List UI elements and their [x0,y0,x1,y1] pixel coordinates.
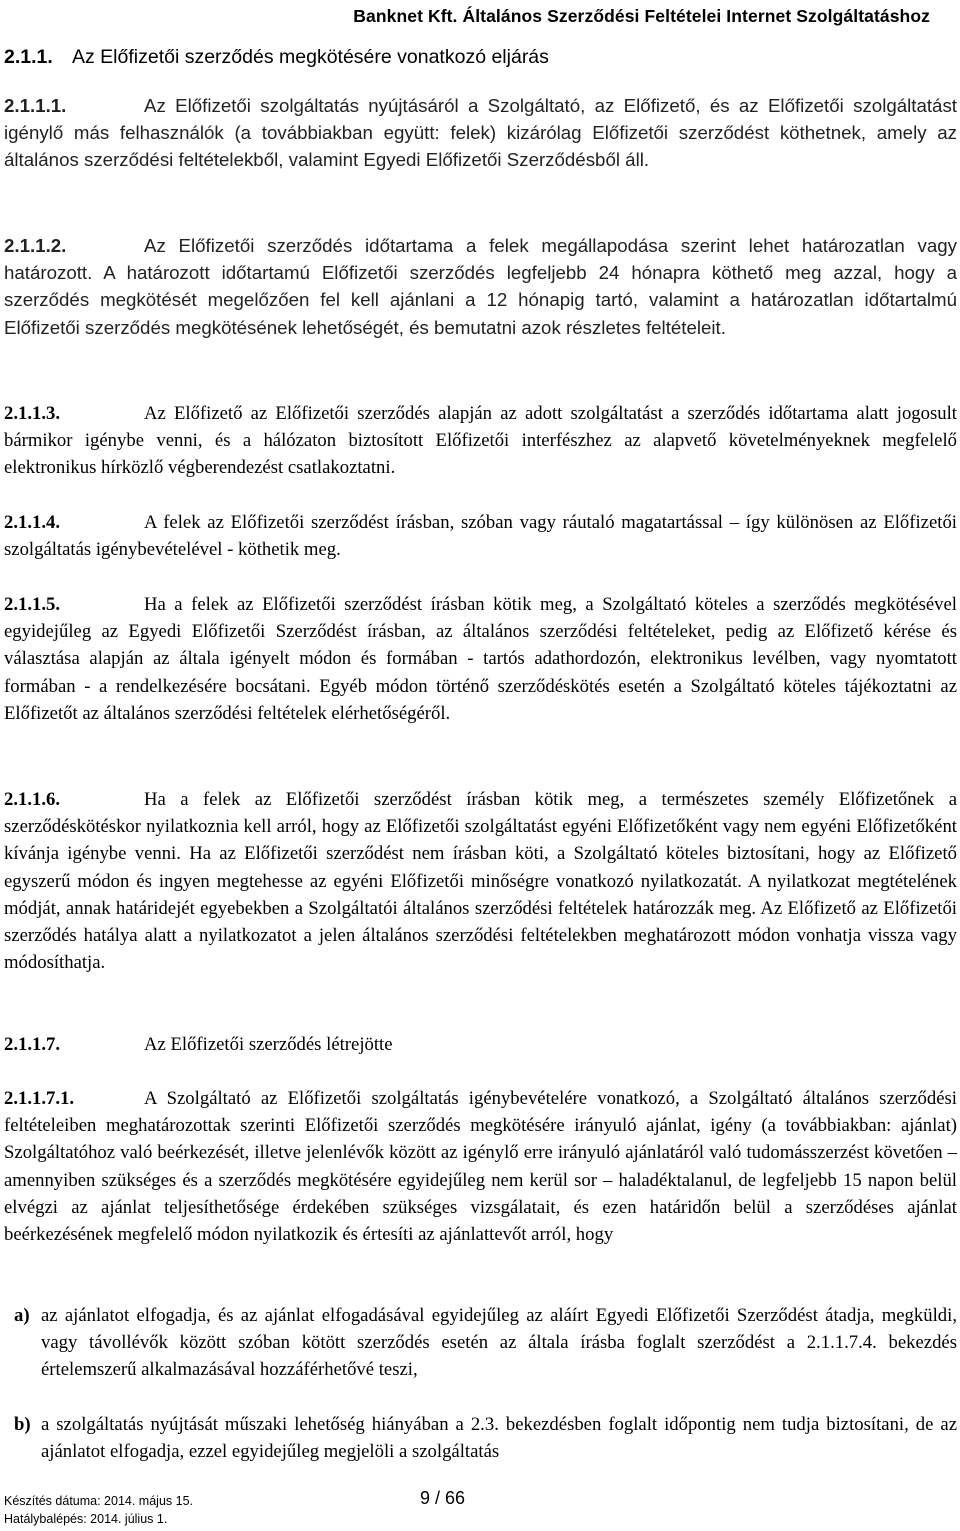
paragraph-text: Az Előfizetői szerződés időtartama a felek megállapodása szerint lehet határozatlan vagy határozott. A határozott időtartamú Előfizetői szerződés legfeljebb 24 hónapra köthető meg azzal, hogy a szerződés megkötését megelőzően fel kell ajánlani a 12 hónapig tartó, valamint a határozatlan időtartalmú Előfizetői szerződés megkötésének lehetőségét, és bemutatni azok részletes feltételeit. [4,235,957,338]
list-item-text: a szolgáltatás nyújtását műszaki lehetőség hiányában a 2.3. bekezdésben foglalt időpontig nem tudja biztosítani, de az ajánlatot elfogadja, ezzel egyidejűleg megjelöli a szolgáltatás [41,1414,957,1463]
paragraph-2-1-1-7 [4,1031,957,1058]
paragraph-2-1-1-7-1 [4,1085,957,1248]
paragraph-2-1-1-4 [4,509,957,563]
paragraph-2-1-1-3 [4,400,957,482]
paragraph-2-1-1-1 [4,92,957,174]
paragraph-number: 2.1.1.7. [4,1034,61,1055]
paragraph-2-1-1-2 [4,232,957,341]
paragraph-number: 2.1.1.7.1. [4,1088,75,1109]
section-title: Az Előfizetői szerződés megkötésére vonatkozó eljárás [72,46,549,68]
paragraph-2-1-1-5 [4,591,957,727]
paragraph-number: 2.1.1.6. [4,789,61,810]
footer-created-date: Készítés dátuma: 2014. május 15. [4,1494,193,1508]
paragraph-2-1-1-6 [4,786,957,976]
list-item-label: a) [14,1305,30,1326]
paragraph-text: A Szolgáltató az Előfizetői szolgáltatás igénybevételére vonatkozó, a Szolgáltató általános szerződési feltételeiben meghatározottak szerinti Előfizetői szerződés megkötésére irányuló ajánlat, igény (a továbbiakban: ajánlat) Szolgáltatóhoz való beérkezését, illetve jelenlévők között az igénylő erre irányuló ajánlatáról való tudomásszerzést követően – amennyiben szükséges és a szerződés megkötésére egyidejűleg nem kerül sor – haladéktalanul, de legfeljebb 15 napon belül elvégzi az ajánlat teljesíthetősége érdekében szükséges vizsgálatait, és ezen határidőn belül a szerződéses ajánlat beérkezésének megfelelő módon nyilatkozik és értesíti az ajánlattevőt arról, hogy [4,1088,957,1246]
paragraph-number: 2.1.1.2. [4,235,67,256]
list-item-label: b) [14,1414,31,1435]
paragraph-number: 2.1.1.5. [4,594,61,615]
paragraph-text: Ha a felek az Előfizetői szerződést írásban kötik meg, a természetes személy Előfizetőnek a szerződéskötéskor nyilatkoznia kell arról, hogy az Előfizetői szolgáltatást egyéni Előfizetőként vagy nem egyéni Előfizetőként kívánja igénybe venni. Ha az Előfizetői szerződést nem írásban köti, a Szolgáltató köteles biztosítani, hogy az Előfizető egyszerű módon és ingyen megtehesse az egyéni Előfizetői minőségre vonatkozó nyilatkozatát. A nyilatkozat megtételének módját, annak határidejét egyebekben a Szolgáltatói általános szerződési feltételek határozzák meg. Az Előfizető az Előfizetői szerződés hatálya alatt a nyilatkozatot a jelen általános szerződési feltételekben meghatározott módon vonhatja vissza vagy módosíthatja. [4,789,957,974]
paragraph-text: Ha a felek az Előfizetői szerződést írásban kötik meg, a Szolgáltató köteles a szerződés megkötésével egyidejűleg az Egyedi Előfizetői Szerződést írásban, az általános szerződési feltételeket, pedig az Előfizető kérése és választása alapján az általa igényelt módon és formában - tartós adathordozón, elektronikus levélben, vagy nyomtatott formában - a rendelkezésére bocsátani. Egyéb módon történő szerződéskötés esetén a Szolgáltató köteles tájékoztatni az Előfizetőt az általános szerződési feltételek elérhetőségéről. [4,594,957,724]
page-header-title: Banknet Kft. Általános Szerződési Feltételei Internet Szolgáltatáshoz [353,6,930,26]
paragraph-number: 2.1.1.1. [4,95,67,116]
section-number: 2.1.1. [4,46,53,68]
list-item-text: az ajánlatot elfogadja, és az ajánlat elfogadásával egyidejűleg az aláírt Egyedi Előfizetői Szerződést átadja, megküldi, vagy távollévők között szóban kötött szerződés esetén az általa írásba foglalt szerződést a 2.1.1.7.4. bekezdés értelemszerű alkalmazásával hozzáférhetővé teszi, [41,1305,957,1381]
paragraph-number: 2.1.1.4. [4,512,61,533]
footer-effective-date: Hatálybalépés: 2014. július 1. [4,1512,168,1526]
paragraph-number: 2.1.1.3. [4,403,61,424]
footer-dates [4,1492,193,1528]
list-item-b [4,1411,957,1465]
paragraph-text: A felek az Előfizetői szerződést írásban, szóban vagy ráutaló magatartással – így különösen az Előfizetői szolgáltatás igénybevételével - köthetik meg. [4,512,957,561]
list-item-a [4,1302,957,1384]
paragraph-text: Az Előfizetői szolgáltatás nyújtásáról a Szolgáltató, az Előfizető, és az Előfizetői szolgáltatást igénylő más felhasználók (a továbbiakban együtt: felek) kizárólag Előfizetői szerződést köthetnek, amely az általános szerződési feltételekből, valamint Egyedi Előfizetői Szerződésből áll. [4,95,957,171]
page-number: 9 / 66 [420,1488,466,1508]
section-heading [4,46,549,69]
paragraph-text: Az Előfizető az Előfizetői szerződés alapján az adott szolgáltatást a szerződés időtartama alatt jogosult bármikor igénybe venni, és a hálózaton biztosított Előfizetői interfészhez az alapvető követelményeknek megfelelő elektronikus hírközlő végberendezést csatlakoztatni. [4,403,957,479]
paragraph-text: Az Előfizetői szerződés létrejötte [144,1034,393,1055]
